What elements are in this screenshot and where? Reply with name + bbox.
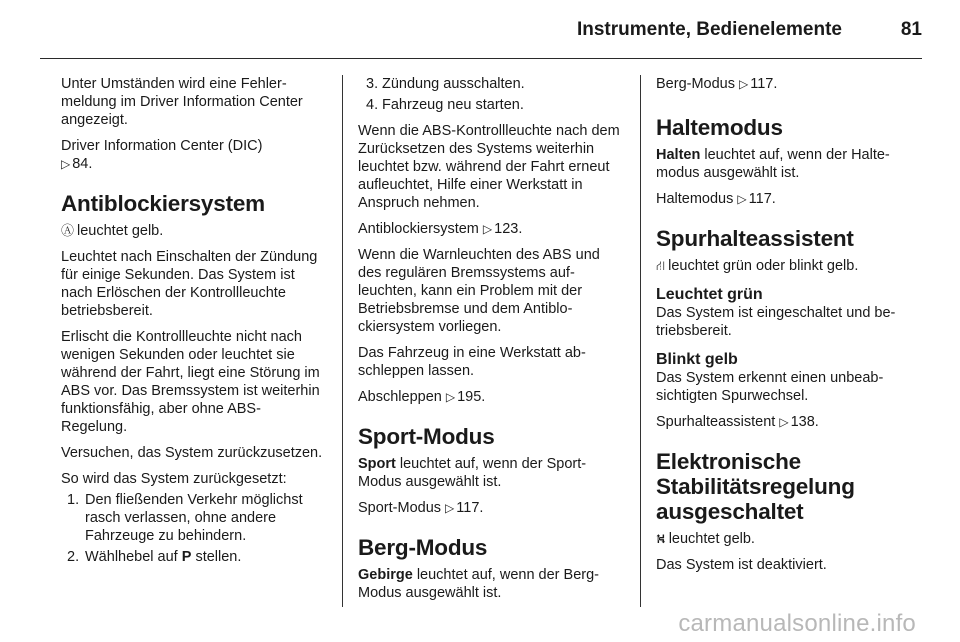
ref-page: 123. [494,221,523,237]
heading-esc-off [656,449,920,524]
heading-line: ausgeschaltet [656,499,804,524]
column-3 [656,75,920,582]
page-number: 81 [900,19,922,40]
list-text: Wählhebel auf [85,549,178,565]
paragraph: Wenn die Warnleuchten des ABS und des regulären Bremssystems aufleuchten, kann ein Problem mit der Betriebsbremse und dem Antiblockiersystem vorliegen. [358,247,600,335]
lane-assist-icon: ⛙ [656,258,666,273]
paragraph: Unter Umständen wird eine Fehlermeldung im Driver Information Center angezeigt. [61,76,303,128]
heading-abs: Antiblockiersystem [61,191,265,216]
list-number: 2. [67,549,80,565]
sport-status-line [358,455,622,491]
paragraph: Versuchen, das System zurückzusetzen. [61,445,323,461]
subheading-leuchtet-gruen: Leuchtet grün [656,286,763,303]
list-item [61,491,325,545]
ref-text: Driver Information Center (DIC) [61,138,263,154]
abs-status-line [61,222,325,240]
heading-line: Stabilitätsregelung [656,474,855,499]
page-ref-icon: ▷ [737,192,747,206]
sport-status-text: leuchtet auf, wenn der Sport-Modus ausgewählt ist. [358,456,587,490]
abs-status-text: leuchtet gelb. [77,223,164,239]
list-text: Fahrzeug neu starten. [382,97,524,113]
ref-page: 117. [750,76,778,92]
cross-reference[interactable] [358,220,622,238]
ref-text: Spurhalteassistent [656,414,776,430]
page-ref-icon: ▷ [61,157,71,171]
page-header-title: Instrumente, Bedienelemente [576,19,842,40]
paragraph: Leuchtet nach Einschalten der Zündung für einige Sekunden. Das System ist nach Erlöschen der Kontrollleuchte betriebsbereit. [61,249,318,319]
berg-status-text: leuchtet auf, wenn der Berg-Modus ausgewählt ist. [358,567,599,601]
subheading-blinkt-gelb: Blinkt gelb [656,351,738,368]
abs-warning-icon: Ⓐ [61,223,75,238]
ref-page: 117. [456,500,484,516]
cross-reference[interactable] [61,137,325,173]
heading-haltemodus: Haltemodus [656,115,783,140]
column-divider [640,75,641,607]
list-item [358,96,622,114]
cross-reference[interactable] [358,388,622,406]
esc-status-line [656,530,920,548]
cross-reference[interactable] [656,190,920,208]
ref-text: Abschleppen [358,389,442,405]
list-number: 3. [366,76,379,92]
cross-reference[interactable] [656,413,920,431]
esc-status-text: leuchtet gelb. [668,531,755,547]
berg-status-line [358,566,622,602]
page-ref-icon: ▷ [482,222,493,236]
paragraph: Das System erkennt einen unbeabsichtigten Spurwechsel. [656,370,884,404]
halte-status-line [656,146,920,182]
spur-status-text: leuchtet grün oder blinkt gelb. [668,258,859,274]
reset-steps-list-continued [358,75,622,114]
paragraph: Das Fahrzeug in eine Werkstatt abschleppen lassen. [358,345,586,379]
halte-indicator-label: Halten [656,147,701,163]
watermark: carmanualsonline.info [678,610,916,637]
ref-text: Haltemodus [656,191,734,207]
reset-steps-list [61,491,325,566]
ref-text: Sport-Modus [358,500,442,516]
sport-indicator-label: Sport [358,456,396,472]
esc-off-icon: ⛕ [656,531,666,546]
cross-reference[interactable] [656,75,920,93]
heading-sport-modus: Sport-Modus [358,424,495,449]
ref-text: Antiblockiersystem [358,221,479,237]
heading-line: Elektronische [656,449,801,474]
ref-page: 195. [457,389,486,405]
gear-key: P [181,549,192,565]
column-1 [61,75,325,574]
ref-text: Berg-Modus [656,76,735,92]
list-item [358,75,622,93]
page-ref-icon: ▷ [779,415,789,429]
list-text: Den fließenden Verkehr möglichst rasch verlassen, ohne andere Fahrzeuge zu behindern. [85,492,303,544]
page-ref-icon: ▷ [739,77,749,91]
paragraph: Das System ist eingeschaltet und betriebsbereit. [656,305,896,339]
paragraph: So wird das System zurückgesetzt: [61,471,287,487]
column-divider [342,75,343,607]
list-number: 4. [366,97,379,113]
berg-indicator-label: Gebirge [358,567,413,583]
heading-spurhalteassistent: Spurhalteassistent [656,226,854,251]
spur-status-line [656,257,920,275]
paragraph: Das System ist deaktiviert. [656,557,827,573]
paragraph: Wenn die ABS-Kontrollleuchte nach dem Zurücksetzen des Systems weiterhin leuchtet bzw. während der Fahrt erneut aufleuchtet, Hilfe einer Werkstatt in Anspruch nehmen. [358,123,620,211]
column-2 [358,75,622,610]
page-ref-icon: ▷ [445,501,455,515]
halte-status-text: leuchtet auf, wenn der Haltemodus ausgewählt ist. [656,147,890,181]
list-text: stellen. [195,549,242,565]
cross-reference[interactable] [358,499,622,517]
ref-page: 117. [748,191,776,207]
ref-page: 84. [72,156,93,172]
ref-page: 138. [790,414,819,430]
list-number: 1. [67,492,80,508]
list-item [61,548,325,566]
paragraph: Erlischt die Kontrollleuchte nicht nach wenigen Sekunden oder leuchtet sie während der Fahrt, liegt eine Störung im ABS vor. Das Bremssystem ist weiterhin funktionsfähig, aber ohne ABS-Regelung. [61,329,320,435]
header-rule [40,58,922,59]
heading-berg-modus: Berg-Modus [358,535,488,560]
page-ref-icon: ▷ [445,390,456,404]
list-text: Zündung ausschalten. [382,76,525,92]
